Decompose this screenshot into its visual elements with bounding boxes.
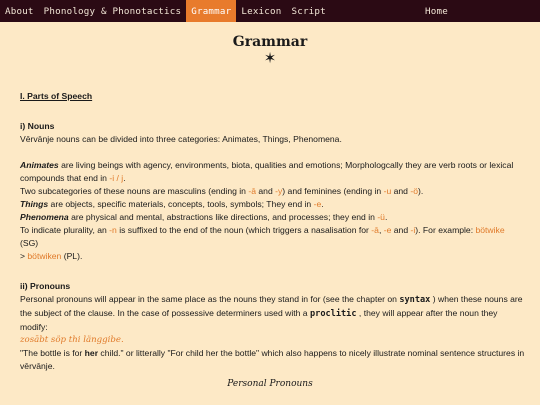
nav-link-lexicon[interactable]: Lexicon: [241, 5, 282, 17]
subheading-nouns: i) Nouns: [20, 121, 55, 131]
nav-link-home[interactable]: Home: [425, 5, 448, 17]
pronoun-example-sentence: zosābt söp thi länggibe.: [20, 335, 124, 345]
pronoun-gloss: "The bottle is for her child." or litterally "For child her the bottle" which also happens to nicely illustrate nominal sentence structures in vērvānje.: [20, 348, 525, 371]
nouns-intro: Vērvānje nouns can be divided into three categories: Animates, Things, Phenomena.: [20, 134, 342, 144]
animates-paragraph: Animates are living beings with agency, environments, biota, qualities and emotions; Morphologcally they are verb roots or lexical compounds that end in -i / j.: [20, 160, 514, 183]
things-paragraph: Things are objects, specific materials, concepts, tools, symbols; They end in -e.: [20, 199, 324, 209]
syntax-link[interactable]: syntax: [399, 295, 431, 305]
phenomena-paragraph: Phenomena are physical and mental, abstractions like directions, and processes; they end in -ü.: [20, 212, 388, 222]
page-title: Grammar: [232, 34, 308, 50]
nav-link-phonology[interactable]: Phonology & Phonotactics: [43, 5, 182, 17]
main-content: [20, 90, 525, 373]
section-heading-parts-of-speech: I. Parts of Speech: [20, 91, 93, 101]
subcategories-paragraph: Two subcategories of these nouns are masculins (ending in -ā and -y) and feminines (ending in -u and -ö).: [20, 186, 424, 196]
personal-pronouns-caption: Personal Pronouns: [227, 379, 313, 389]
plurality-paragraph: To indicate plurality, an -n is suffixed to the end of the noun (which triggers a nasalisation for -ā, -e and -i). For example: bötwike (SG) > bötwiken (PL).: [20, 225, 505, 261]
top-navigation-bar: [0, 0, 540, 22]
nav-link-about[interactable]: About: [5, 5, 34, 17]
pronouns-paragraph: Personal pronouns will appear in the same place as the nouns they stand in for (see the chapter on syntax ) when these nouns are the subject of the clause. In the case of possessive determiners used with a proclitic , they will appear after the noun they modify:: [20, 294, 523, 332]
star-ornament-icon: ✶: [263, 50, 277, 67]
subheading-pronouns: ii) Pronouns: [20, 281, 71, 291]
proclitic-link[interactable]: proclitic: [309, 309, 357, 319]
nav-link-grammar[interactable]: Grammar: [186, 0, 236, 22]
nav-link-script[interactable]: Script: [291, 5, 326, 17]
